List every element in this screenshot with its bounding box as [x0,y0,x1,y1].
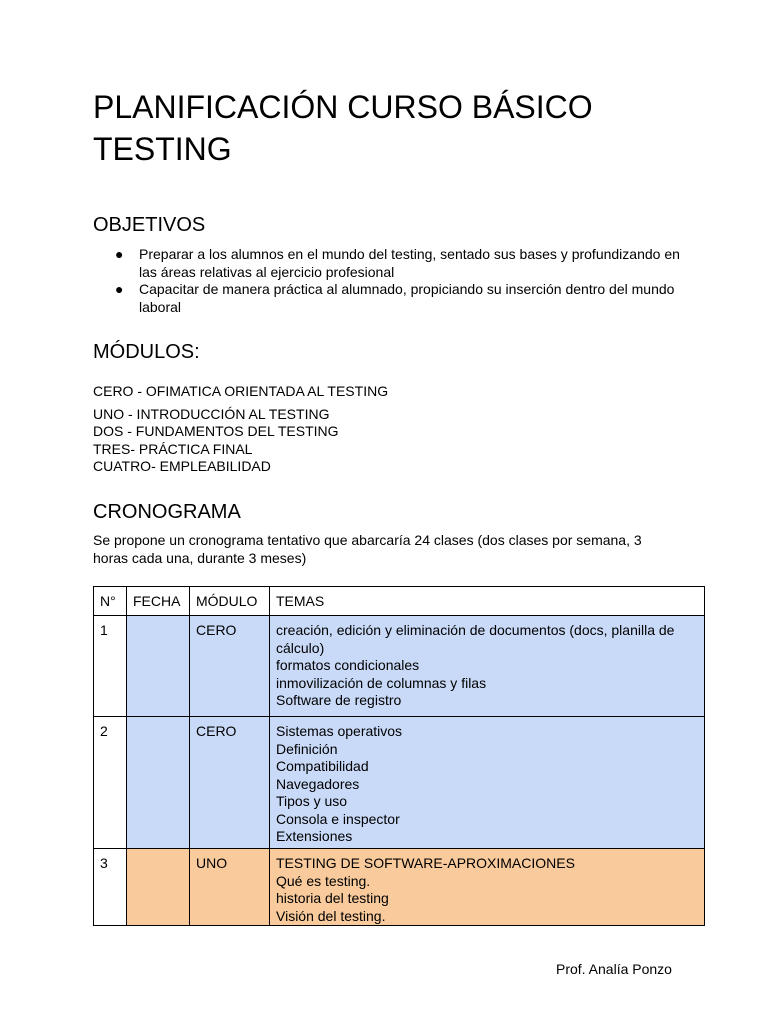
modules-list [93,383,388,476]
objectives-heading: OBJETIVOS [93,214,206,236]
footer-author: Prof. Analía Ponzo [556,961,672,977]
list-item [93,281,683,316]
topic-line: Qué es testing. [276,872,371,889]
objectives-list [93,246,683,316]
module-item: DOS - FUNDAMENTOS DEL TESTING [93,423,339,439]
objective-text: Capacitar de manera práctica al alumnado, propiciando su inserción dentro del mundo laboral [139,281,675,315]
cell-date [127,849,190,926]
topic-line: Software de registro [276,692,402,708]
header-cell-module: MÓDULO [190,587,270,616]
bullet-icon: ● [115,281,124,297]
cell-number: 3 [94,849,127,926]
cell-topics [270,717,705,849]
table-row [94,616,705,717]
schedule-heading: CRONOGRAMA [93,501,241,523]
topic-line: Compatibilidad [276,758,369,774]
cell-number: 2 [94,717,127,849]
header-cell-topics: TEMAS [270,587,705,616]
cell-topics [270,849,705,926]
page-title: PLANIFICACIÓN CURSO BÁSICO TESTING [93,89,593,167]
cell-date [127,717,190,849]
topic-line: Tipos y uso [276,793,348,809]
topic-line: TESTING DE SOFTWARE-APROXIMACIONES [276,855,575,871]
cell-module: UNO [190,849,270,926]
cell-module: CERO [190,717,270,849]
schedule-intro: Se propone un cronograma tentativo que abarcaría 24 clases (dos clases por semana, 3 horas cada una, durante 3 meses) [93,532,642,566]
module-item: TRES- PRÁCTICA FINAL [93,440,253,457]
objective-text: Preparar a los alumnos en el mundo del testing, sentado sus bases y profundizando en las áreas relativas al ejercicio profesional [139,246,680,280]
module-item: CUATRO- EMPLEABILIDAD [93,458,271,474]
topic-line: inmovilización de columnas y filas [276,674,487,691]
topic-line: creación, edición y eliminación de documentos (docs, planilla de cálculo) [276,622,675,656]
topic-line: Extensiones [276,828,353,844]
table-row [94,849,705,926]
schedule-table [93,586,705,926]
header-cell-date: FECHA [127,587,190,616]
cell-topics [270,616,705,717]
bullet-icon: ● [115,246,124,262]
cell-number: 1 [94,616,127,717]
table-header-row [94,587,705,616]
module-item: UNO - INTRODUCCIÓN AL TESTING [93,405,330,422]
topic-line: Consola e inspector [276,810,400,827]
table-row [94,717,705,849]
header-cell-number: N° [94,587,127,616]
module-item: CERO - OFIMATICA ORIENTADA AL TESTING [93,383,389,399]
cell-date [127,616,190,717]
cell-module: CERO [190,616,270,717]
topic-line: Sistemas operativos [276,723,403,739]
topic-line: Visión del testing. [276,907,386,924]
topic-line: formatos condicionales [276,657,420,673]
topic-line: historia del testing [276,890,389,906]
topic-line: Definición [276,740,338,757]
modules-heading: MÓDULOS: [93,341,200,363]
topic-line: Navegadores [276,775,360,792]
list-item [93,246,683,281]
